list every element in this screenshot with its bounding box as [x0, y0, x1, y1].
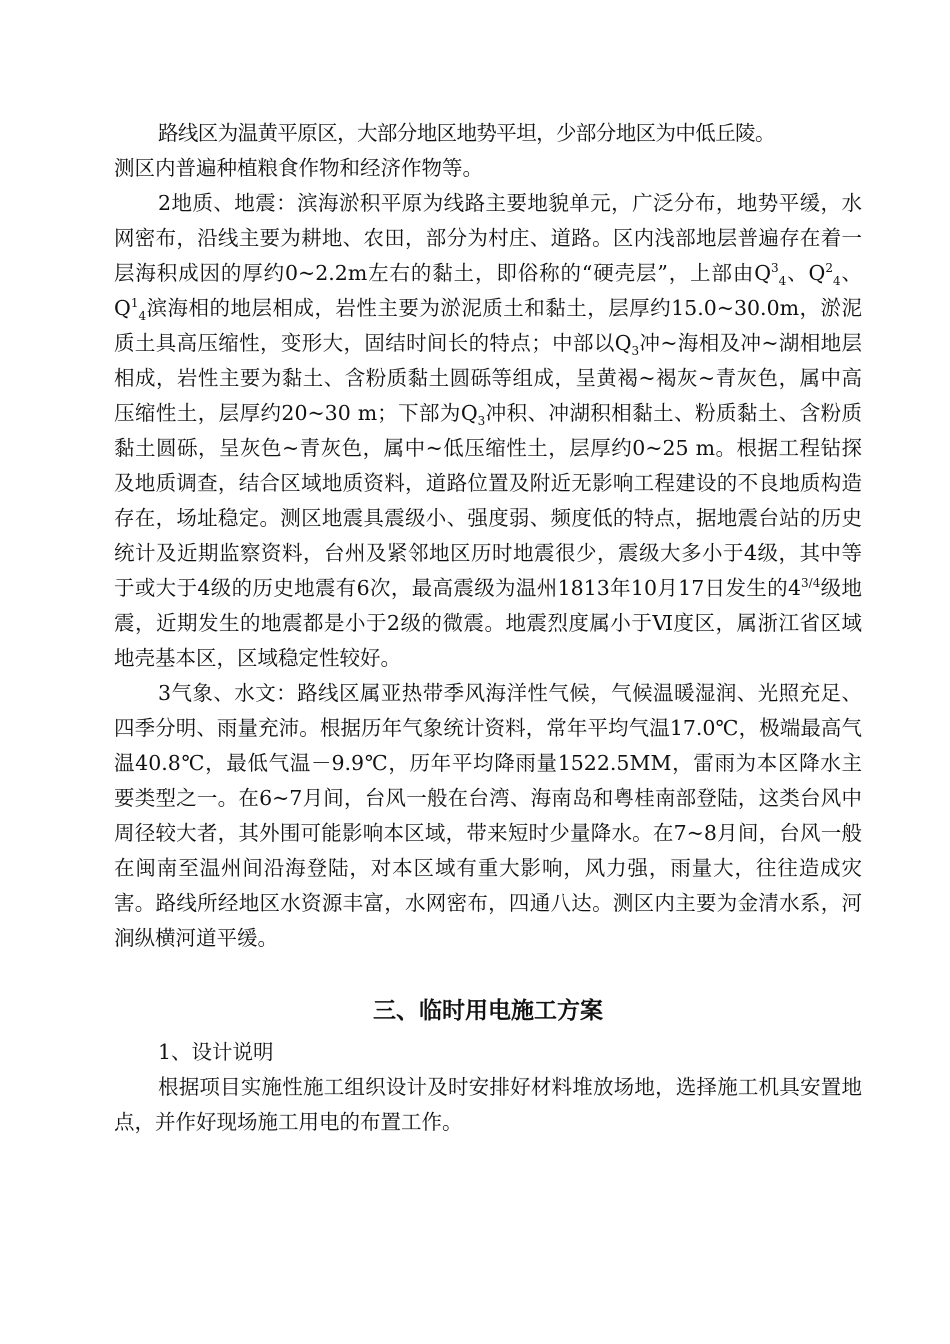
geology-sub-a: 4 — [778, 274, 787, 289]
paragraph-climate: 3气象、水文：路线区属亚热带季风海洋性气候，气候温暖湿润、光照充足、四季分明、雨量充沛。根据历年气象统计资料，常年平均气温17.0℃，极端最高气温40.8℃，最低气温－9.9℃，历年平均降雨量1522.5MM，雷雨为本区降水主要类型之一。在6~7月间，台风一般在台湾、海南岛和粤桂南部登陆，这类台风中周径较大者，其外围可能影响本区域，带来短时少量降水。在7~8月间，台风一般在闽南至温州间沿海登陆，对本区域有重大影响，风力强，雨量大，往往造成灾害。路线所经地区水资源丰富，水网密布，四通八达。测区内主要为金清水系，河涧纵横河道平缓。 — [114, 681, 862, 950]
geology-sup-b: 2 — [825, 261, 833, 276]
geology-sup-f: 3/4 — [801, 576, 821, 591]
paragraph-terrain-line1: 路线区为温黄平原区，大部分地区地势平坦，少部分地区为中低丘陵。 — [158, 121, 775, 145]
geology-sup-a: 3 — [771, 261, 779, 276]
subsection-title: 1、设计说明 — [158, 1040, 274, 1064]
geology-sup-c: 1 — [130, 296, 139, 311]
geology-sub-e: 3 — [477, 414, 486, 429]
paragraph-geology — [114, 186, 862, 676]
geology-text-c: 、Q — [114, 261, 862, 320]
paragraph-design-note: 根据项目实施性施工组织设计及时安排好材料堆放场地，选择施工机具安置地点，并作好现场施工用电的布置工作。 — [114, 1075, 862, 1134]
geology-text-e: 冲~海相及冲~湖相地层相成，岩性主要为黏土、含粉质黏土圆砾等组成，呈黄褐~褐灰~青灰色，属中高压缩性土，层厚约20~30 m；下部为Q — [114, 331, 862, 425]
geology-text-a: 2地质、地震：滨海淤积平原为线路主要地貌单元，广泛分布，地势平缓，水网密布，沿线主要为耕地、农田，部分为村庄、道路。区内浅部地层普遍存在着一层海积成因的厚约0~2.2m左右的黏土，即俗称的“硬壳层”，上部由Q — [114, 191, 862, 285]
geology-sub-c: 4 — [138, 309, 147, 324]
geology-sub-b: 4 — [832, 274, 841, 289]
geology-text-g: 级地震，近期发生的地震都是小于2级的微震。地震烈度属小于Ⅵ度区，属浙江省区域地壳基本区，区域稳定性较好。 — [114, 576, 863, 670]
paragraph-terrain-line2: 测区内普遍种植粮食作物和经济作物等。 — [114, 156, 483, 180]
geology-text-d: 滨海相的地层相成，岩性主要为淤泥质土和黏土，层厚约15.0~30.0m，淤泥质土具高压缩性，变形大，固结时间长的特点；中部以Q — [114, 296, 862, 355]
section-heading: 三、临时用电施工方案 — [373, 998, 603, 1024]
document-page — [114, 116, 862, 1140]
geology-sub-d: 3 — [631, 344, 640, 359]
geology-text-f: 冲积、冲湖积相黏土、粉质黏土、含粉质黏土圆砾，呈灰色~青灰色，属中~低压缩性土，层厚约0~25 m。根据工程钻探及地质调查，结合区域地质资料，道路位置及附近无影响工程建设的不良地质构造存在，场址稳定。测区地震具震级小、强度弱、频度低的特点，据地震台站的历史统计及近期监察资料，台州及紧邻地区历时地震很少，震级大多小于4级，其中等于或大于4级的历史地震有6次，最高震级为温州1813年10月17日发生的4 — [114, 401, 863, 600]
geology-text-b: 、Q — [786, 261, 826, 285]
